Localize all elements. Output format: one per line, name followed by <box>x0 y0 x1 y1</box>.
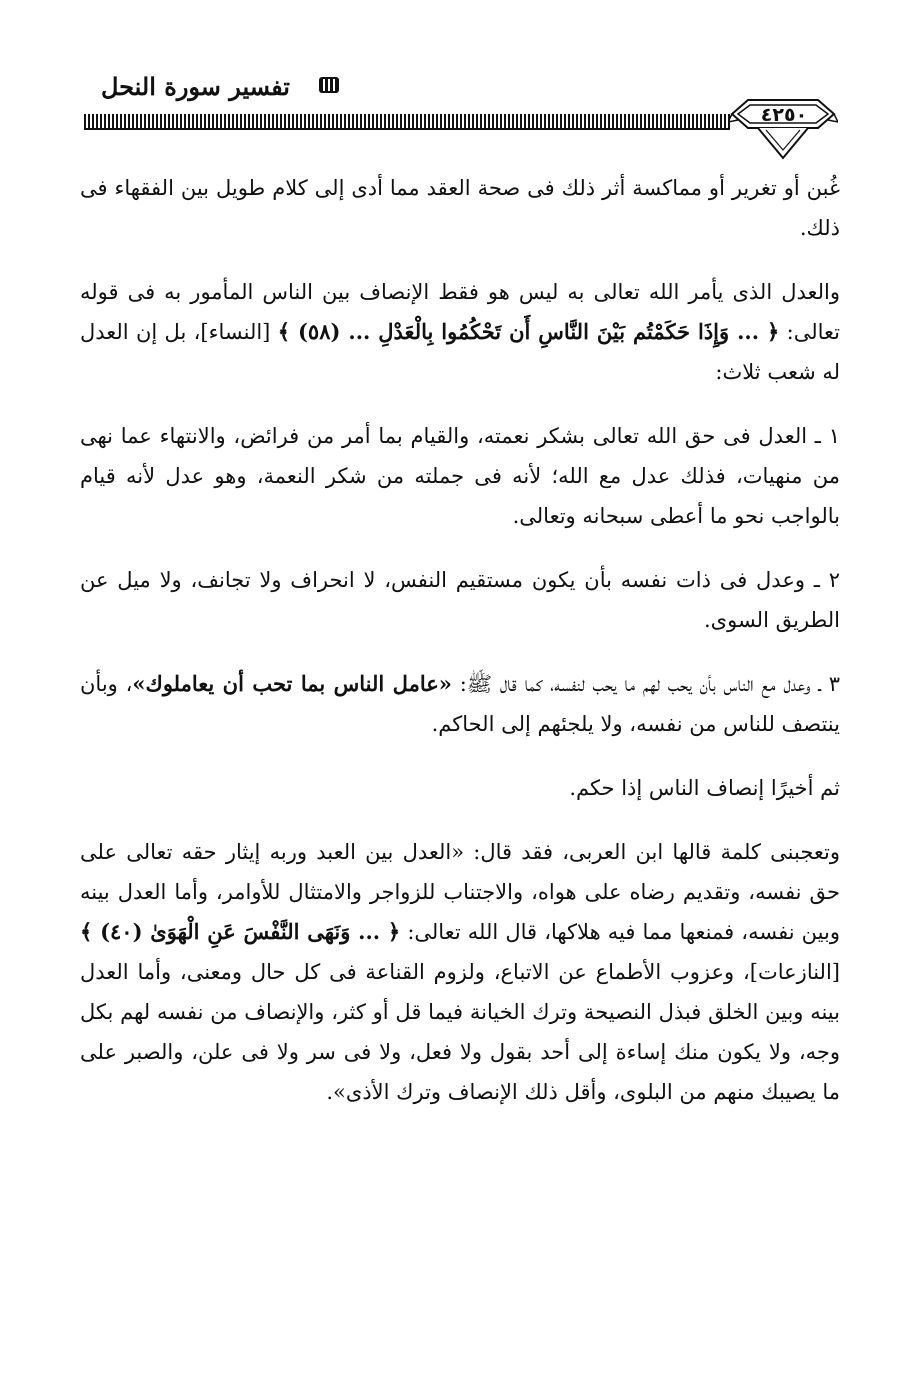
header-rule-line <box>84 128 730 130</box>
paragraph-text: ثم أخيرًا إنصاف الناس إذا حكم. <box>569 776 840 800</box>
page-number: ٤٢٥٠ <box>760 104 808 126</box>
paragraph <box>80 272 840 392</box>
page-header <box>0 0 920 170</box>
paragraph <box>80 168 840 248</box>
paragraph-text: ٣ ـ وعدل مع الناس بأن يحب لهم ما يحب لنفسه، كما قال ﷺ: <box>451 672 841 696</box>
paragraph-text: ٢ ـ وعدل فى ذات نفسه بأن يكون مستقيم النفس، لا انحراف ولا تجانف، ولا ميل عن الطريق السوى. <box>80 568 840 632</box>
paragraph-text: [النازعات]، وعزوب الأطماع عن الاتباع، ولزوم القناعة فى كل حال ومعنى، وأما العدل بينه وبين الخلق فبذل النصيحة وترك الخيانة فيما قل أو كثر، والإنصاف من نفسه لهم بكل وجه، ولا يكون منك إساءة إلى أحد بقول ولا فعل، ولا فى سر ولا فى علن، والصبر على ما يصيبك منهم من البلوى، وأقل ذلك الإنصاف وترك الأذى». <box>80 960 840 1104</box>
paragraph <box>80 560 840 640</box>
paragraph <box>80 664 840 744</box>
quran-verse: ﴿ ... وَنَهَى النَّفْسَ عَنِ الْهَوَىٰ (٤٠) ﴾ <box>80 919 401 944</box>
paragraph <box>80 768 840 808</box>
paragraph-text: وتعجبنى كلمة قالها ابن العربى، فقد قال: «العدل بين العبد وربه إيثار حقه تعالى على حق نفسه، وتقديم رضاه على هواه، والاجتناب للزواجر والامتثال للأوامر، وأما العدل بينه وبين نفسه، فمنعها مما فيه هلاكها، قال الله تعالى: <box>80 840 840 944</box>
quran-verse: ﴿ ... وَإِذَا حَكَمْتُم بَيْنَ النَّاسِ أَن تَحْكُمُوا بِالْعَدْلِ ... (٥٨) ﴾ <box>277 319 780 344</box>
paragraph-text: غُبن أو تغرير أو مماكسة أثر ذلك فى صحة العقد مما أدى إلى كلام طويل بين الفقهاء فى ذلك. <box>80 176 840 240</box>
book-ornament-icon <box>318 76 340 94</box>
hadith-quote: «عامل الناس بما تحب أن يعاملوك» <box>132 671 452 696</box>
paragraph <box>80 416 840 536</box>
running-title: تفسير سورة النحل <box>101 72 290 101</box>
body-text <box>80 168 840 1136</box>
paragraph-text: ، وبأن ينتصف للناس من نفسه، ولا يلجئهم إلى الحاكم. <box>80 672 840 736</box>
paragraph-text: ١ ـ العدل فى حق الله تعالى بشكر نعمته، والقيام بما أمر من فرائض، والانتهاء عما نهى من منهيات، فذلك عدل مع الله؛ لأنه فى جملته من شكر النعمة، وهو عدل لأنه قيام بالواجب نحو ما أعطى سبحانه وتعالى. <box>80 424 840 528</box>
paragraph <box>80 832 840 1112</box>
paragraph-text: والعدل الذى يأمر الله تعالى به ليس هو فقط الإنصاف بين الناس المأمور به فى قوله تعالى: <box>80 280 841 344</box>
header-rule-dotted <box>84 114 730 128</box>
paragraph-text: [النساء]، بل إن العدل له شعب ثلاث: <box>80 320 840 384</box>
